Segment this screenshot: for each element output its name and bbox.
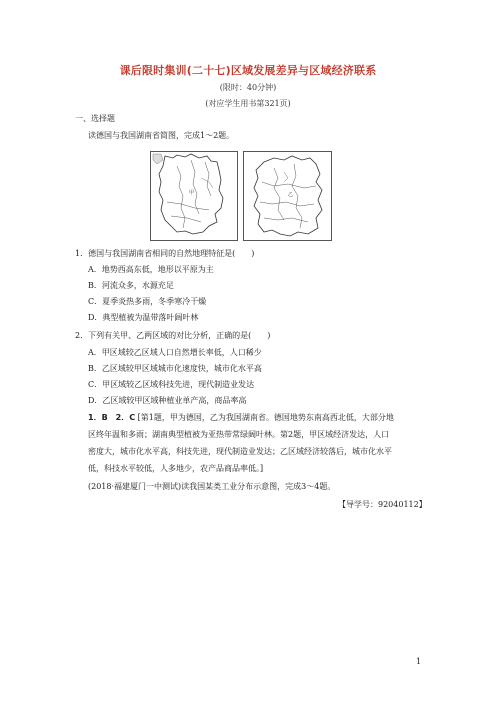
- q1-option-d: D．典型植被为温带落叶阔叶林: [88, 313, 199, 322]
- answer-line-3: 密度大，城市化水平高，科技先进，现代制造业发达；乙区域经济较落后，城市化水平: [88, 447, 392, 456]
- hunan-label: 乙: [288, 192, 294, 198]
- guide-number: 【导学号：92040112】: [338, 500, 427, 509]
- q1-stem: 1．德国与我国湖南省相同的自然地理特征是( ): [75, 249, 255, 258]
- question-intro: 读德国与我国湖南省简图，完成1～2题。: [88, 131, 235, 140]
- answer-line-2: 区终年温和多雨；湖南典型植被为亚热带常绿阔叶林。第2题，甲区域经济发达，人口: [88, 430, 390, 439]
- next-question-intro: (2018·福建厦门一中测试)读我国某类工业分布示意图，完成3～4题。: [88, 482, 336, 491]
- q2-option-a: A．甲区域较乙区域人口自然增长率低，人口稀少: [88, 348, 262, 357]
- reference-note: (对应学生用书第321页): [205, 99, 291, 108]
- page-number: 1: [416, 657, 422, 666]
- q1-option-b: B．河流众多，水源充足: [88, 281, 174, 290]
- answer-text-1: [第1题，甲为德国，乙为我国湖南省。德国地势东南高西北低，大部分地: [137, 413, 394, 422]
- section-heading: 一、选择题: [75, 114, 115, 123]
- q2-option-d: D．乙区域较甲区域种植业单产高，商品率高: [88, 396, 247, 405]
- answer-line-1: [88, 412, 394, 423]
- q1-option-c: C．夏季炎热多雨，冬季寒冷干燥: [88, 297, 207, 306]
- q1-option-a: A．地势西高东低，地形以平原为主: [88, 265, 214, 274]
- q2-option-c: C．甲区域较乙区域科技先进，现代制造业发达: [88, 380, 255, 389]
- germany-label: 甲: [189, 190, 195, 196]
- hunan-map: [243, 151, 332, 241]
- answer-key: 1．B 2．C: [88, 413, 136, 422]
- page-title: 课后限时集训(二十七)区域发展差异与区域经济联系: [119, 64, 377, 77]
- time-limit: (限时：40分钟): [219, 83, 277, 92]
- q2-option-b: B．乙区域较甲区域城市化速度快，城市化水平高: [88, 364, 262, 373]
- q2-stem: 2．下列有关甲、乙两区域的对比分析，正确的是( ): [75, 331, 271, 340]
- answer-line-4: 低，科技水平较低，人多地少，农产品商品率低。]: [88, 464, 264, 473]
- germany-map: [150, 151, 238, 241]
